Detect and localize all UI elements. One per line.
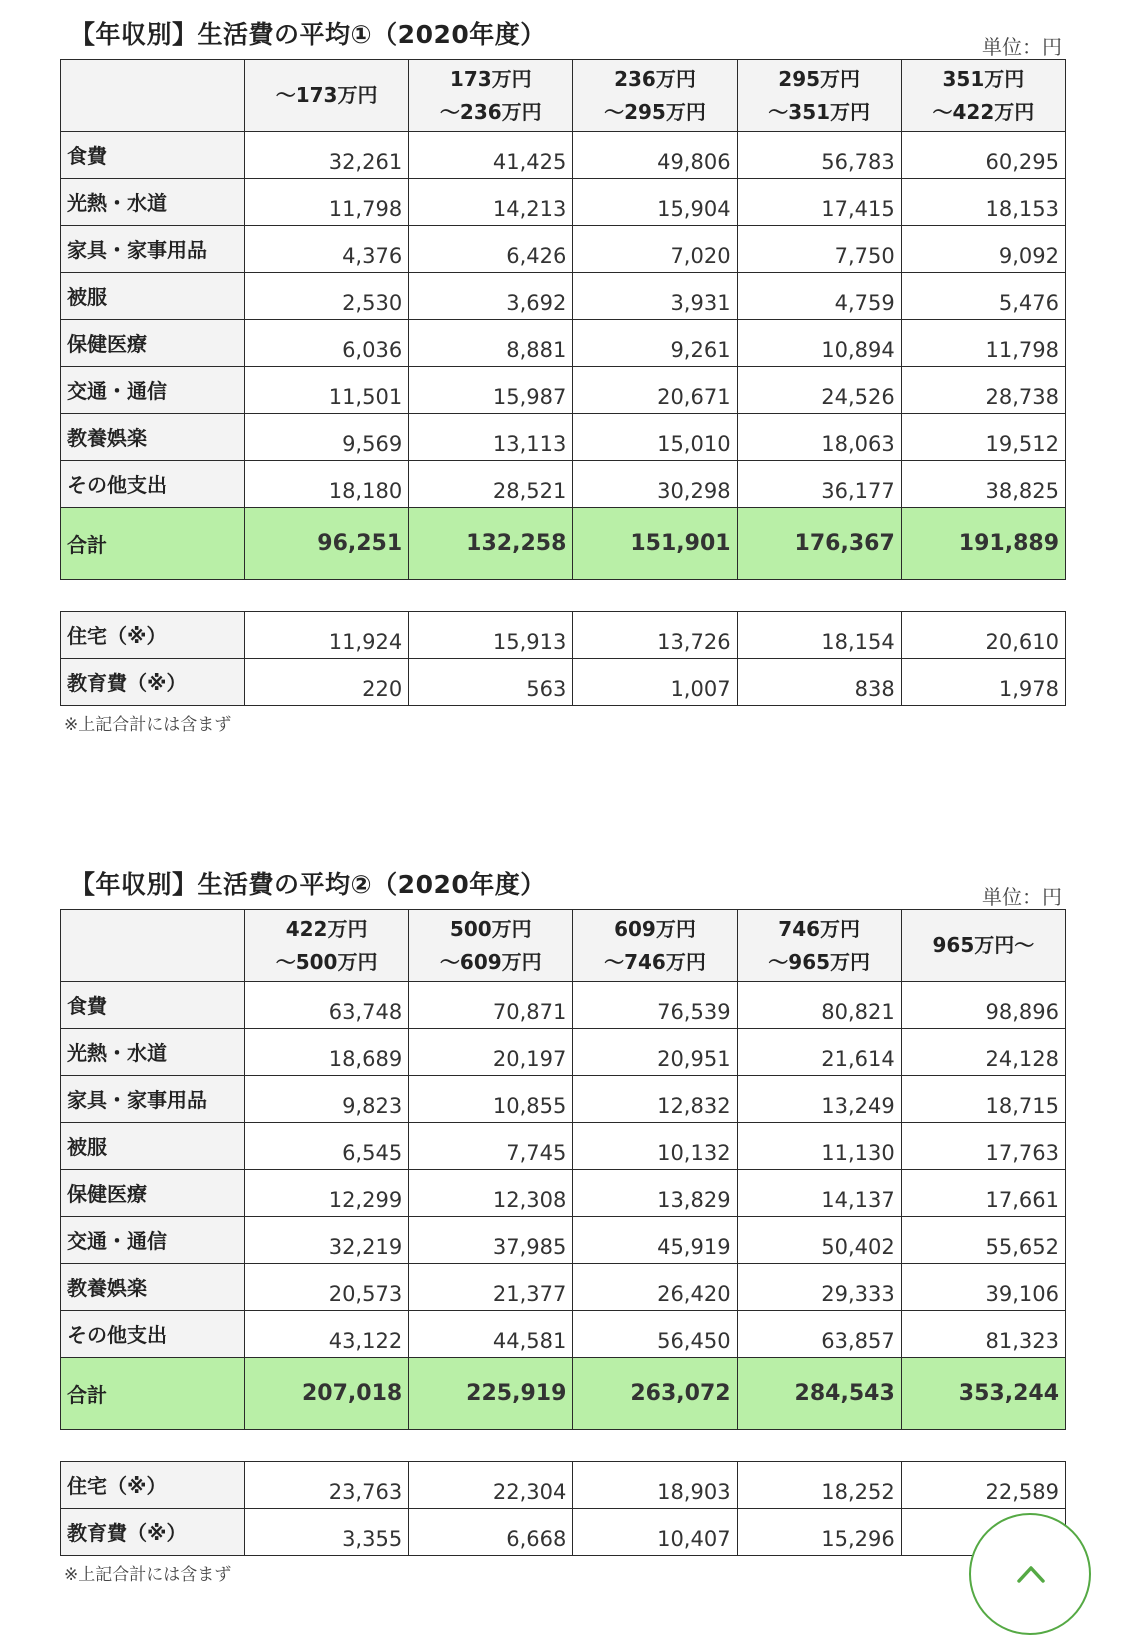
value-cell: 36,177 xyxy=(737,461,901,508)
value-cell: 11,924 xyxy=(245,612,409,659)
value-cell: 1,007 xyxy=(573,659,737,706)
total-cell: 96,251 xyxy=(245,508,409,580)
row-label: 光熱・水道 xyxy=(61,1029,245,1076)
total-row xyxy=(61,508,1066,580)
value-cell: 3,355 xyxy=(245,1509,409,1556)
row-label: 保健医療 xyxy=(61,320,245,367)
value-cell: 18,252 xyxy=(737,1462,901,1509)
column-header: ～173万円 xyxy=(245,60,409,132)
table-row xyxy=(61,367,1066,414)
row-label: 住宅（※） xyxy=(61,612,245,659)
expense-table-extra xyxy=(60,611,1066,706)
value-cell: 28,738 xyxy=(901,367,1065,414)
value-cell: 4,376 xyxy=(245,226,409,273)
table-row xyxy=(61,414,1066,461)
value-cell: 17,661 xyxy=(901,1170,1065,1217)
total-label: 合計 xyxy=(61,1358,245,1430)
table-row xyxy=(61,1170,1066,1217)
value-cell: 2,530 xyxy=(245,273,409,320)
value-cell: 11,130 xyxy=(737,1123,901,1170)
row-label: 被服 xyxy=(61,273,245,320)
total-cell: 353,244 xyxy=(901,1358,1065,1430)
corner-cell xyxy=(61,60,245,132)
value-cell: 11,798 xyxy=(245,179,409,226)
table-row xyxy=(61,982,1066,1029)
expense-table-main xyxy=(60,59,1066,580)
column-header: 500万円 ～609万円 xyxy=(409,910,573,982)
value-cell: 80,821 xyxy=(737,982,901,1029)
table-row xyxy=(61,226,1066,273)
value-cell: 24,128 xyxy=(901,1029,1065,1076)
total-cell: 284,543 xyxy=(737,1358,901,1430)
value-cell: 6,545 xyxy=(245,1123,409,1170)
table-row xyxy=(61,1509,1066,1556)
value-cell: 63,857 xyxy=(737,1311,901,1358)
table-row xyxy=(61,179,1066,226)
value-cell: 18,715 xyxy=(901,1076,1065,1123)
value-cell: 18,154 xyxy=(737,612,901,659)
header-row xyxy=(61,910,1066,982)
value-cell: 3,931 xyxy=(573,273,737,320)
total-cell: 263,072 xyxy=(573,1358,737,1430)
column-header: 173万円 ～236万円 xyxy=(409,60,573,132)
column-header: 422万円 ～500万円 xyxy=(245,910,409,982)
value-cell: 20,951 xyxy=(573,1029,737,1076)
value-cell: 21,614 xyxy=(737,1029,901,1076)
row-label: 被服 xyxy=(61,1123,245,1170)
value-cell: 3,692 xyxy=(409,273,573,320)
value-cell: 15,987 xyxy=(409,367,573,414)
value-cell: 13,726 xyxy=(573,612,737,659)
table-row xyxy=(61,1264,1066,1311)
value-cell: 21,377 xyxy=(409,1264,573,1311)
value-cell: 15,296 xyxy=(737,1509,901,1556)
unit-label: 単位：円 xyxy=(982,885,1062,909)
value-cell: 20,573 xyxy=(245,1264,409,1311)
table-row xyxy=(61,659,1066,706)
footnote: ※上記合計には含まず xyxy=(64,1565,232,1585)
row-label: 教養娯楽 xyxy=(61,414,245,461)
expense-table-extra xyxy=(60,1461,1066,1556)
value-cell: 10,855 xyxy=(409,1076,573,1123)
value-cell: 56,450 xyxy=(573,1311,737,1358)
section-title: 【年収別】生活費の平均①（2020年度） xyxy=(70,20,546,49)
value-cell: 8,881 xyxy=(409,320,573,367)
value-cell: 9,569 xyxy=(245,414,409,461)
value-cell: 39,106 xyxy=(901,1264,1065,1311)
value-cell: 37,985 xyxy=(409,1217,573,1264)
total-cell: 132,258 xyxy=(409,508,573,580)
total-cell: 191,889 xyxy=(901,508,1065,580)
value-cell: 28,521 xyxy=(409,461,573,508)
unit-label: 単位：円 xyxy=(982,35,1062,59)
value-cell: 50,402 xyxy=(737,1217,901,1264)
total-cell: 207,018 xyxy=(245,1358,409,1430)
value-cell: 15,904 xyxy=(573,179,737,226)
value-cell: 7,745 xyxy=(409,1123,573,1170)
value-cell: 9,261 xyxy=(573,320,737,367)
value-cell: 6,426 xyxy=(409,226,573,273)
row-label: 食費 xyxy=(61,132,245,179)
total-cell: 151,901 xyxy=(573,508,737,580)
value-cell: 18,063 xyxy=(737,414,901,461)
value-cell: 10,132 xyxy=(573,1123,737,1170)
value-cell: 13,249 xyxy=(737,1076,901,1123)
row-label: 教育費（※） xyxy=(61,1509,245,1556)
value-cell: 18,153 xyxy=(901,179,1065,226)
value-cell: 30,298 xyxy=(573,461,737,508)
total-row xyxy=(61,1358,1066,1430)
value-cell: 20,197 xyxy=(409,1029,573,1076)
value-cell: 7,020 xyxy=(573,226,737,273)
value-cell: 18,180 xyxy=(245,461,409,508)
value-cell: 20,610 xyxy=(901,612,1065,659)
value-cell: 10,894 xyxy=(737,320,901,367)
value-cell: 24,526 xyxy=(737,367,901,414)
value-cell: 41,425 xyxy=(409,132,573,179)
table-row xyxy=(61,1029,1066,1076)
value-cell: 18,689 xyxy=(245,1029,409,1076)
value-cell: 18,903 xyxy=(573,1462,737,1509)
value-cell: 23,763 xyxy=(245,1462,409,1509)
value-cell: 29,333 xyxy=(737,1264,901,1311)
row-label: 教育費（※） xyxy=(61,659,245,706)
value-cell: 9,092 xyxy=(901,226,1065,273)
value-cell: 9,823 xyxy=(245,1076,409,1123)
table-row xyxy=(61,1311,1066,1358)
column-header: 965万円～ xyxy=(901,910,1065,982)
row-label: 保健医療 xyxy=(61,1170,245,1217)
total-cell: 176,367 xyxy=(737,508,901,580)
value-cell: 838 xyxy=(737,659,901,706)
value-cell: 10,407 xyxy=(573,1509,737,1556)
column-header: 609万円 ～746万円 xyxy=(573,910,737,982)
value-cell: 17,415 xyxy=(737,179,901,226)
value-cell: 32,219 xyxy=(245,1217,409,1264)
value-cell: 32,261 xyxy=(245,132,409,179)
table-row xyxy=(61,1217,1066,1264)
value-cell: 63,748 xyxy=(245,982,409,1029)
scroll-to-top-button[interactable] xyxy=(969,1513,1091,1635)
expense-section-2 xyxy=(60,865,1065,1585)
value-cell: 45,919 xyxy=(573,1217,737,1264)
value-cell: 19,512 xyxy=(901,414,1065,461)
table-row xyxy=(61,1462,1066,1509)
table-row xyxy=(61,1076,1066,1123)
value-cell: 15,913 xyxy=(409,612,573,659)
corner-cell xyxy=(61,910,245,982)
value-cell: 49,806 xyxy=(573,132,737,179)
value-cell: 22,304 xyxy=(409,1462,573,1509)
value-cell: 220 xyxy=(245,659,409,706)
column-header: 295万円 ～351万円 xyxy=(737,60,901,132)
column-header: 351万円 ～422万円 xyxy=(901,60,1065,132)
footnote: ※上記合計には含まず xyxy=(64,715,232,735)
value-cell: 81,323 xyxy=(901,1311,1065,1358)
value-cell: 76,539 xyxy=(573,982,737,1029)
row-label: 光熱・水道 xyxy=(61,179,245,226)
value-cell: 6,668 xyxy=(409,1509,573,1556)
table-row xyxy=(61,273,1066,320)
value-cell: 12,832 xyxy=(573,1076,737,1123)
table-row xyxy=(61,320,1066,367)
value-cell: 22,589 xyxy=(901,1462,1065,1509)
value-cell: 98,896 xyxy=(901,982,1065,1029)
total-cell: 225,919 xyxy=(409,1358,573,1430)
value-cell: 15,010 xyxy=(573,414,737,461)
row-label: 交通・通信 xyxy=(61,367,245,414)
row-label: 食費 xyxy=(61,982,245,1029)
value-cell: 56,783 xyxy=(737,132,901,179)
value-cell: 5,476 xyxy=(901,273,1065,320)
value-cell: 60,295 xyxy=(901,132,1065,179)
expense-section-1 xyxy=(60,15,1065,735)
value-cell: 7,750 xyxy=(737,226,901,273)
row-label: 教養娯楽 xyxy=(61,1264,245,1311)
value-cell: 20,671 xyxy=(573,367,737,414)
total-label: 合計 xyxy=(61,508,245,580)
chevron-up-icon xyxy=(1017,1565,1045,1583)
value-cell: 12,308 xyxy=(409,1170,573,1217)
row-label: 家具・家事用品 xyxy=(61,226,245,273)
value-cell: 14,137 xyxy=(737,1170,901,1217)
row-label: 住宅（※） xyxy=(61,1462,245,1509)
value-cell: 11,798 xyxy=(901,320,1065,367)
row-label: その他支出 xyxy=(61,1311,245,1358)
value-cell: 55,652 xyxy=(901,1217,1065,1264)
value-cell: 17,763 xyxy=(901,1123,1065,1170)
value-cell: 44,581 xyxy=(409,1311,573,1358)
table-row xyxy=(61,132,1066,179)
row-label: 交通・通信 xyxy=(61,1217,245,1264)
row-label: その他支出 xyxy=(61,461,245,508)
value-cell: 1,978 xyxy=(901,659,1065,706)
value-cell: 11,501 xyxy=(245,367,409,414)
section-title: 【年収別】生活費の平均②（2020年度） xyxy=(70,870,546,899)
table-row xyxy=(61,612,1066,659)
value-cell: 70,871 xyxy=(409,982,573,1029)
table-row xyxy=(61,1123,1066,1170)
value-cell: 14,213 xyxy=(409,179,573,226)
header-row xyxy=(61,60,1066,132)
value-cell: 13,829 xyxy=(573,1170,737,1217)
value-cell: 13,113 xyxy=(409,414,573,461)
row-label: 家具・家事用品 xyxy=(61,1076,245,1123)
expense-table-main xyxy=(60,909,1066,1430)
column-header: 236万円 ～295万円 xyxy=(573,60,737,132)
value-cell: 43,122 xyxy=(245,1311,409,1358)
table-row xyxy=(61,461,1066,508)
value-cell: 6,036 xyxy=(245,320,409,367)
value-cell: 26,420 xyxy=(573,1264,737,1311)
value-cell: 563 xyxy=(409,659,573,706)
value-cell: 12,299 xyxy=(245,1170,409,1217)
value-cell: 38,825 xyxy=(901,461,1065,508)
value-cell: 4,759 xyxy=(737,273,901,320)
column-header: 746万円 ～965万円 xyxy=(737,910,901,982)
